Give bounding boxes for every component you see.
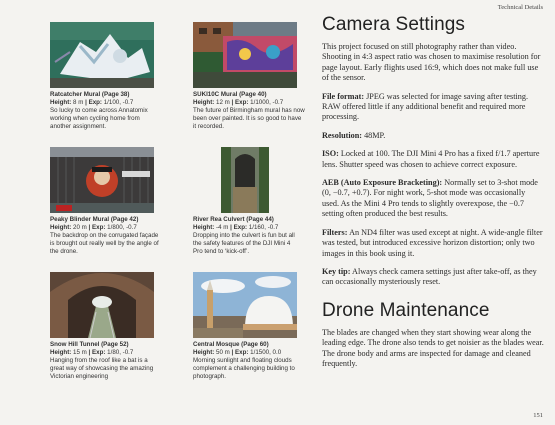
photo-card (50, 147, 162, 256)
photo-title: River Rea Culvert (Page 44) (193, 216, 274, 223)
exposure-value: 1/160, -0.7 (248, 224, 279, 231)
exposure-value: 1/80, -0.7 (107, 349, 134, 356)
photo-title: Ratcatcher Mural (Page 38) (50, 91, 130, 98)
separator: | (231, 349, 234, 356)
photo-card (193, 147, 333, 256)
height-label: Height: (193, 224, 215, 231)
photo-card (50, 272, 162, 381)
central-mosque-photo (193, 272, 297, 338)
photo-stats (193, 349, 305, 357)
photo-description: Morning sunlight and floating clouds complement a challenging building to photograph. (193, 357, 295, 380)
photo-description: So lucky to come across Annatomix working when cycling home from another assignment. (50, 107, 148, 130)
photo-stats (50, 349, 162, 357)
item-label: AEB (Auto Exposure Bracketing): (322, 178, 443, 188)
exposure-label: Exp: (233, 224, 248, 231)
exposure-value: 1/800, -0.7 (107, 224, 137, 231)
snow-hill-tunnel-photo (50, 272, 154, 338)
camera-settings-heading: Camera Settings (322, 14, 466, 35)
exposure-value: 1/100, -0.7 (103, 99, 134, 106)
photo-card (193, 22, 305, 131)
suki10c-mural-photo (193, 22, 297, 88)
item-text: JPEG was selected for image saving after testing. RAW offered little if any additional benefit and required more processing. (322, 91, 528, 122)
height-value: 12 m (216, 99, 230, 106)
photo-card (193, 272, 305, 381)
item-text: 48MP. (362, 130, 386, 140)
photo-description: The backdrop on the corrugated façade is brought out really well by the angle of the drone. (50, 232, 159, 255)
exposure-value: 1/1500, 0.0 (250, 349, 282, 356)
exposure-label: Exp: (92, 349, 106, 356)
running-head: Technical Details (497, 4, 543, 11)
photo-caption (193, 341, 305, 381)
camera-item (322, 149, 544, 170)
photo-stats (193, 99, 305, 107)
photo-title: Snow Hill Tunnel (Page 52) (50, 341, 129, 348)
photo-title: Central Mosque (Page 60) (193, 341, 269, 348)
item-label: Filters: (322, 227, 348, 237)
photo-caption (50, 341, 162, 381)
photo-caption (50, 91, 162, 131)
peaky-blinder-mural-photo (50, 147, 154, 213)
camera-item (322, 178, 544, 220)
item-text: Locked at 100. The DJI Mini 4 Pro has a fixed f/1.7 aperture lens. Shutter speed was chosen to achieve correct exposure. (322, 149, 540, 169)
exposure-label: Exp: (235, 99, 249, 106)
camera-item (322, 131, 544, 141)
item-label: Key tip: (322, 266, 351, 276)
height-value: 15 m (73, 349, 87, 356)
item-label: ISO: (322, 149, 339, 159)
river-rea-culvert-photo (221, 147, 269, 213)
separator: | (230, 224, 232, 231)
photo-caption (50, 216, 162, 256)
exposure-label: Exp: (92, 224, 106, 231)
separator: | (231, 99, 234, 106)
photo-card (50, 22, 162, 131)
photo-description: The future of Birmingham mural has now been over painted. It is so good to have it recorded. (193, 107, 305, 130)
item-text: Normally set to 3-shot mode (0, −0.7, +0.7). For night work, 5-shot mode was occasionally used. As the Mini 4 Pro tends to slightly overexpose, the −0.7 setting often produced the best results. (322, 178, 538, 219)
item-text: An ND4 filter was used except at night. A wide-angle filter was tested, but introduced excessive horizon distortion; only two images in this book using it. (322, 227, 543, 258)
camera-item (322, 228, 544, 259)
height-label: Height: (193, 99, 215, 106)
drone-maintenance-heading: Drone Maintenance (322, 299, 490, 321)
photo-description: Hanging from the roof like a bat is a great way of showcasing the amazing Victorian engineering (50, 357, 154, 380)
camera-item (322, 267, 544, 288)
photo-caption (193, 216, 301, 256)
separator: | (85, 99, 87, 106)
height-label: Height: (50, 224, 72, 231)
separator: | (88, 224, 91, 231)
drone-maintenance-body: The blades are changed when they start showing wear along the leading edge. The drone also tends to get noisier as the blades wear. The drone body and arms are inspected for damage and cleaned frequently. (322, 327, 544, 368)
height-value: 50 m (216, 349, 230, 356)
page-number: 151 (533, 412, 543, 419)
photo-stats (50, 99, 162, 107)
photo-title: Peaky Blinder Mural (Page 42) (50, 216, 139, 223)
height-value: 20 m (73, 224, 87, 231)
photo-stats (193, 224, 301, 232)
photo-stats (50, 224, 162, 232)
height-label: Height: (50, 349, 72, 356)
exposure-label: Exp: (235, 349, 249, 356)
photo-description: Dropping into the culvert is fun but all the safety features of the DJI Mini 4 Pro tend to ‘kick-off’. (193, 232, 295, 255)
item-text: Always check camera settings just after take-off, as they can occasionally mysteriously reset. (322, 266, 537, 287)
photo-title: SUKI10C Mural (Page 40) (193, 91, 267, 98)
item-label: Resolution: (322, 130, 363, 140)
separator: | (88, 349, 91, 356)
height-value: -4 m (216, 224, 229, 231)
height-label: Height: (50, 99, 72, 106)
height-value: 8 m (73, 99, 84, 106)
text-column (322, 14, 544, 377)
item-label: File format: (322, 91, 365, 101)
ratcatcher-mural-photo (50, 22, 154, 88)
camera-item (322, 92, 544, 123)
camera-intro: This project focused on still photography rather than video. Shooting in 4:3 aspect ratio was chosen to maximise resolution for page layout. Early flights used 16:9, which does not make full use of the sensor. (322, 42, 541, 83)
exposure-value: 1/1000, -0.7 (250, 99, 284, 106)
height-label: Height: (193, 349, 215, 356)
exposure-label: Exp: (88, 99, 102, 106)
photo-caption (193, 91, 305, 131)
